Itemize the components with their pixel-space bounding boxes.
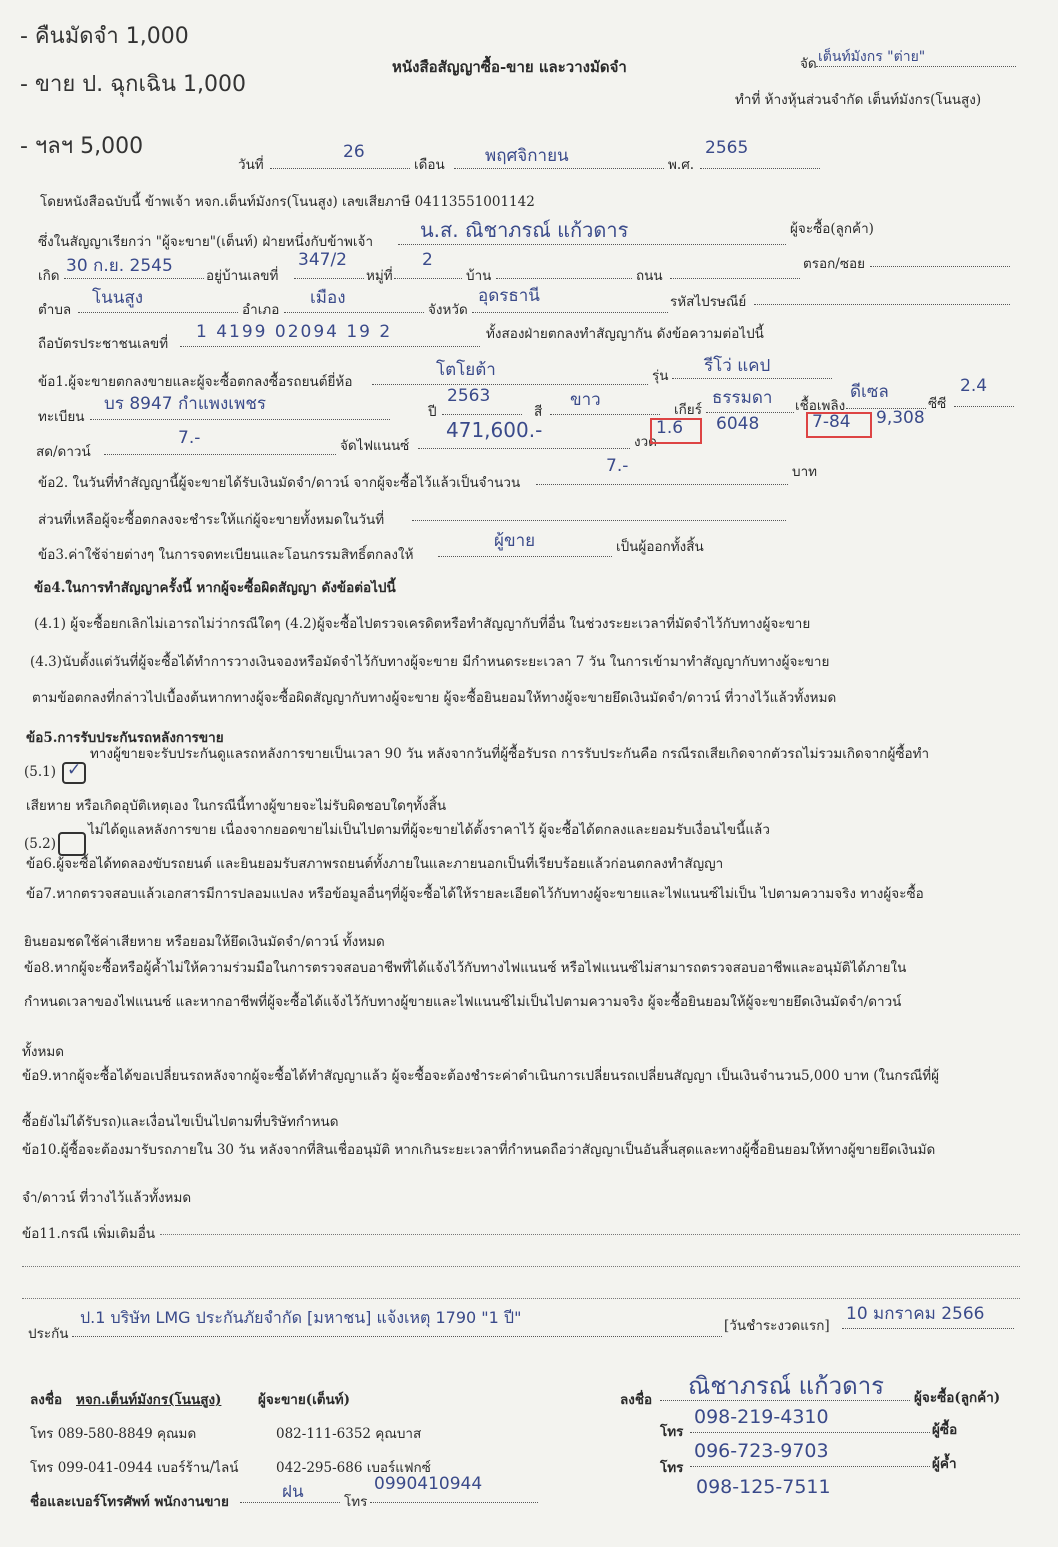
vehicle-model: รีโว่ แคป (704, 356, 771, 376)
date-year: 2565 (705, 138, 749, 158)
seller-phone-4: 042-295-686 เบอร์แฟกซ์ (276, 1460, 431, 1476)
vehicle-cc: 2.4 (960, 376, 988, 396)
house-no: 347/2 (298, 250, 347, 270)
clause4-1: (4.1) ผู้จะซื้อยกเลิกไม่เอารถไม่ว่ากรณีใดๆ (4.2)ผู้จะซื้อไปตรวจเครดิตหรือทำสัญญากับที่อื่น ในช่วงระยะเวลาที่มัดจำไว้กับทางผู้จะขาย (34, 616, 811, 632)
clause5-2-label: (5.2) (24, 836, 57, 852)
tambon: โนนสูง (92, 288, 144, 308)
date-label: วันที่ (238, 157, 264, 173)
road-line (670, 278, 800, 279)
margin-note-2: - ขาย ป. ฉุกเฉิน 1,000 (20, 72, 246, 97)
year-label-v: ปี (428, 404, 437, 420)
clause10a: ข้อ10.ผู้ซื้อจะต้องมารับรถภายใน 30 วัน หลังจากที่สินเชื่ออนุมัติ หากเกินระยะเวลาที่กำหนดถือว่าสัญญาเป็นอันสิ้นสุดและทางผู้ซื้อยินยอมให้ทางผู้ขายยึดเงินมัด (22, 1142, 936, 1158)
staff-phone: 0990410944 (374, 1474, 483, 1494)
seller-line: ซึ่งในสัญญาเรียกว่า "ผู้จะขาย"(เต็นท์) ฝ่ายหนึ่งกับข้าพเจ้า (38, 234, 374, 250)
moo-label: หมู่ที่ (366, 268, 393, 284)
road-label: ถนน (636, 268, 663, 284)
down-line (104, 454, 336, 455)
province-label: จังหวัด (428, 302, 468, 318)
color-label: สี (534, 404, 543, 420)
staff-label: ชื่อและเบอร์โทรศัพท์ พนักงานขาย (30, 1494, 229, 1510)
down-amount: 7.- (178, 428, 201, 448)
clause3-tail: เป็นผู้ออกทั้งสิ้น (616, 539, 704, 555)
clause11: ข้อ11.กรณี เพิ่มเติมอื่น (22, 1226, 156, 1242)
gear-line (706, 412, 794, 413)
date-day: 26 (343, 142, 365, 162)
clause3-line (438, 556, 612, 557)
checkmark-icon: ✓ (67, 760, 82, 780)
month-label: เดือน (414, 157, 445, 173)
clause5-1a: ทางผู้ขายจะรับประกันดูแลรถหลังการขายเป็นเวลา 90 วัน หลังจากวันที่ผู้ซื้อรับรถ การรับประกันคือ กรณีรถเสียเกิดจากตัวรถไม่รวมเกิดจากผู้ซื้อทำ (90, 746, 930, 762)
seller-phone-3: โทร 099-041-0944 เบอร์ร้าน/ไลน์ (30, 1460, 239, 1476)
installment-rate: 1.6 (656, 418, 684, 438)
clause11-line-1 (160, 1234, 1020, 1235)
first-payment-line (842, 1328, 1014, 1329)
made-at: ทำที่ ห้างหุ้นส่วนจำกัด เต็นท์มังกร(โนนสูง) (735, 92, 982, 108)
province-line (472, 312, 668, 313)
buyer-sign-label: ลงชื่อ (620, 1392, 653, 1408)
installment-label: งวด (634, 434, 657, 450)
seller-name: หจก.เต็นท์มังกร(โนนสูง) (76, 1392, 222, 1408)
clause4-3: (4.3)นับตั้งแต่วันที่ผู้จะซื้อได้ทำการวางเงินจองหรือมัดจำไว้กับทางผู้จะขาย มีกำหนดระยะเวลา 7 วัน ในการเข้ามาทำสัญญากับทางผู้จะขาย (30, 654, 830, 670)
clause3-text: ข้อ3.ค่าใช้จ่ายต่างๆ ในการจดทะเบียนและโอนกรรมสิทธิ์ตกลงให้ (38, 547, 414, 563)
vehicle-gear: ธรรมดา (712, 388, 773, 408)
vehicle-color: ขาว (570, 390, 601, 410)
year-label: พ.ศ. (668, 157, 695, 173)
clause5-2: ไม่ได้ดูแลหลังการขาย เนื่องจากยอดขายไม่เป็นไปตามที่ผู้จะขายได้ตั้งราคาไว้ ผู้จะซื้อได้ตกลงและยอมรับเงื่อนไขนี้แล้ว (88, 822, 770, 838)
clause9a: ข้อ9.หากผู้จะซื้อได้ขอเปลี่ยนรถหลังจากผู้จะซื้อได้ทำสัญญาแล้ว ผู้จะซื้อจะต้องชำระค่าดำเนินการเปลี่ยนรถเปลี่ยนสัญญา เป็นเงินจำนวน5,000 บาท (ในกรณีที่ผู้ (22, 1068, 940, 1084)
insurance-label: ประกัน (28, 1326, 69, 1342)
vehicle-fuel: ดีเซล (850, 382, 889, 402)
clause2-line (536, 484, 788, 485)
intro-text: โดยหนังสือฉบับนี้ ข้าพเจ้า หจก.เต็นท์มังกร(โนนสูง) เลขเสียภาษี 0411355100114​2 (40, 194, 535, 210)
clause2-remaining-line (412, 520, 786, 521)
amphoe-line (284, 312, 424, 313)
clause9b: ซื้อยังไม่ได้รับรถ)และเงื่อนไขเป็นไปตามที่บริษัทกำหนด (22, 1114, 339, 1130)
id-number: 1 4199 02094 19 2 (196, 322, 393, 342)
reg-label: ทะเบียน (38, 409, 85, 425)
guarantor-phone: 096-723-9703 (694, 1440, 829, 1462)
birth-label: เกิด (38, 268, 60, 284)
seller-role: ผู้จะขาย(เต็นท์) (258, 1392, 351, 1408)
amphoe: เมือง (310, 288, 346, 308)
guarantor-phone-label: โทร (660, 1460, 684, 1476)
document-title: หนังสือสัญญาซื้อ-ขาย และวางมัดจำ (392, 58, 627, 76)
postcode-label: รหัสไปรษณีย์ (670, 294, 747, 310)
village-line (496, 278, 632, 279)
clause10b: จำ/ดาวน์ ที่วางไว้แล้วทั้งหมด (22, 1190, 192, 1206)
buyer-name: น.ส. ณิชาภรณ์ แก้วดาร (420, 218, 629, 242)
clause6: ข้อ6.ผู้จะซื้อได้ทดลองขับรถยนต์ และยินยอมรับสภาพรถยนต์ทั้งภายในและภายนอกเป็นที่เรียบร้อยแล้วก่อนตกลงทำสัญญา (26, 856, 724, 872)
id-label: ถือบัตรประชาชนเลขที่ (38, 336, 169, 352)
insurance-line (72, 1336, 722, 1337)
dealer-line (816, 66, 1016, 67)
clause2-unit: บาท (792, 464, 818, 480)
first-payment-label: [วันชำระงวดแรก] (724, 1318, 830, 1334)
margin-note-1: - คืนมัดจำ 1,000 (20, 24, 189, 49)
model-label: รุ่น (652, 368, 669, 384)
extra-phone: 098-125-7511 (696, 1476, 831, 1498)
birth-date: 30 ก.ย. 2545 (66, 256, 173, 276)
clause8c: ทั้งหมด (22, 1044, 65, 1060)
color-line (550, 414, 660, 415)
vehicle-brand: โตโยต้า (436, 360, 496, 380)
finance-line (418, 448, 630, 449)
installment-extra: 9,308 (876, 408, 925, 428)
seller-phone-1: โทร 089-580-8849 คุณมด (30, 1426, 197, 1442)
buyer-sign-role: ผู้จะซื้อ(ลูกค้า) (914, 1390, 1001, 1406)
vyear-line (442, 414, 522, 415)
clause8b: กำหนดเวลาของไฟแนนซ์ และหากอาชีพที่ผู้จะซื้อได้แจ้งไว้กับทางผู้ขายและไฟแนนซ์ไม่เป็นไปตามความจริง ผู้จะซื้อยินยอมให้ผู้จะขายยึดเงินมัดจำ/ดาวน์ (24, 994, 902, 1010)
clause7a: ข้อ7.หากตรวจสอบแล้วเอกสารมีการปลอมแปลง หรือข้อมูลอื่นๆที่ผู้จะซื้อได้ให้รายละเอียดไว้กับทางผู้จะขายและไฟแนนซ์ไม่เป็น ไปตามความจริง ทางผู้จะซื้อ (26, 886, 924, 902)
installment-term: 7-84 (812, 412, 851, 432)
seller-sign-label: ลงชื่อ (30, 1392, 63, 1408)
gear-label: เกียร์ (674, 402, 702, 418)
clause2-remaining: ส่วนที่เหลือผู้จะซื้อตกลงจะชำระให้แก่ผู้จะขายทั้งหมดในวันที่ (38, 512, 385, 528)
clause11-line-3 (22, 1298, 1020, 1299)
first-payment-date: 10 มกราคม 2566 (846, 1304, 985, 1324)
buyer-phone-label: โทร (660, 1424, 684, 1440)
clause4-title: ข้อ4.ในการทำสัญญาครั้งนี้ หากผู้จะซื้อผิดสัญญา ดังข้อต่อไปนี้ (34, 580, 396, 596)
seller-phone-2: 082-111-6352 คุณบาส (276, 1426, 422, 1442)
moo-line (394, 278, 462, 279)
postcode-line (754, 304, 1010, 305)
clause3-party: ผู้ขาย (494, 531, 536, 551)
date-month: พฤศจิกายน (485, 146, 569, 166)
id-line (180, 346, 480, 347)
village-label: บ้าน (466, 268, 492, 284)
finance-amount: 471,600.- (446, 418, 543, 442)
amphoe-label: อำเภอ (242, 302, 280, 318)
warranty-checkbox[interactable] (62, 762, 86, 784)
cc-label: ซีซี (928, 396, 947, 412)
buyer-phone-line (690, 1432, 930, 1433)
staff-phone-label: โทร (344, 1494, 368, 1510)
buyer-role: ผู้จะซื้อ(ลูกค้า) (790, 221, 874, 237)
margin-note-3: - ฯลฯ 5,000 (20, 134, 144, 159)
soi-line (870, 266, 1010, 267)
tambon-line (78, 312, 238, 313)
province: อุดรธานี (478, 286, 540, 306)
clause5-1b: เสียหาย หรือเกิดอุบัติเหตุเอง ในกรณีนี้ทางผู้ขายจะไม่รับผิดชอบใดๆทั้งสิ้น (26, 798, 447, 814)
insurance-value: ป.1 บริษัท LMG ประกันภัยจำกัด [มหาชน] แจ้งเหตุ 1790 "1 ปี" (80, 1308, 522, 1327)
buyer-phone-role: ผู้ซื้อ (932, 1422, 958, 1438)
buyer-signature: ณิชาภรณ์ แก้วดาร (688, 1372, 885, 1400)
clause2-amount: 7.- (606, 456, 629, 476)
moo: 2 (422, 250, 433, 270)
clause5-1-label: (5.1) (24, 764, 57, 780)
finance-label: จัดไฟแนนซ์ (340, 438, 410, 454)
house-line (294, 278, 364, 279)
installment-amount: 6048 (716, 414, 760, 434)
cc-line (954, 406, 1014, 407)
guarantor-phone-line (690, 1466, 930, 1467)
soi-label: ตรอก/ซอย (803, 256, 866, 272)
fuel-label: เชื้อเพลิง (795, 398, 846, 414)
vehicle-reg: บร 8947 กำแพงเพชร (104, 394, 266, 414)
down-label: สด/ดาวน์ (36, 444, 91, 460)
staff-phone-line (370, 1502, 538, 1503)
vehicle-year: 2563 (447, 386, 491, 406)
buyer-phone: 098-219-4310 (694, 1406, 829, 1428)
dealer-label: จัด (800, 56, 817, 72)
clause2-text: ข้อ2. ในวันที่ทำสัญญานี้ผู้จะขายได้รับเงินมัดจำ/ดาวน์ จากผู้จะซื้อไว้แล้วเป็นจำนวน (38, 475, 521, 491)
id-tail: ทั้งสองฝ่ายตกลงทำสัญญากัน ดังข้อความต่อไปนี้ (486, 326, 764, 342)
guarantor-role: ผู้ค้ำ (932, 1456, 957, 1472)
clause11-line-2 (22, 1266, 1020, 1267)
clause1-text: ข้อ1.ผู้จะขายตกลงขายและผู้จะซื้อตกลงซื้อรถยนต์ยี่ห้อ (38, 374, 353, 390)
tambon-label: ตำบล (38, 302, 72, 318)
year-line (700, 168, 820, 169)
clause4-4: ตามข้อตกลงที่กล่าวไปเบื้องต้นหากทางผู้จะซื้อผิดสัญญากับทางผู้จะขาย ผู้จะซื้อยินยอมให้ทางผู้จะขายยึดเงินมัดจำ/ดาวน์ ที่วางไว้แล้วทั้งหมด (32, 690, 837, 706)
dealer-value: เต็นท์มังกร "ต่าย" (818, 49, 926, 65)
staff-name: ฝน (282, 1482, 304, 1502)
house-label: อยู่บ้านเลขที่ (206, 268, 279, 284)
clause7b: ยินยอมชดใช้ค่าเสียหาย หรือยอมให้ยึดเงินมัดจำ/ดาวน์ ทั้งหมด (24, 934, 385, 950)
clause5-title: ข้อ5.การรับประกันรถหลังการขาย (26, 730, 224, 746)
date-day-line (270, 168, 410, 169)
brand-line (372, 384, 648, 385)
clause8a: ข้อ8.หากผู้จะซื้อหรือผู้ค้ำไม่ให้ความร่วมมือในการตรวจสอบอาชีพที่ได้แจ้งไว้กับทางไฟแนนซ์ หรือไฟแนนซ์ไม่สามารถตรวจสอบอาชีพและอนุมัติได้ภายใน (24, 960, 907, 976)
reg-line (90, 419, 390, 420)
